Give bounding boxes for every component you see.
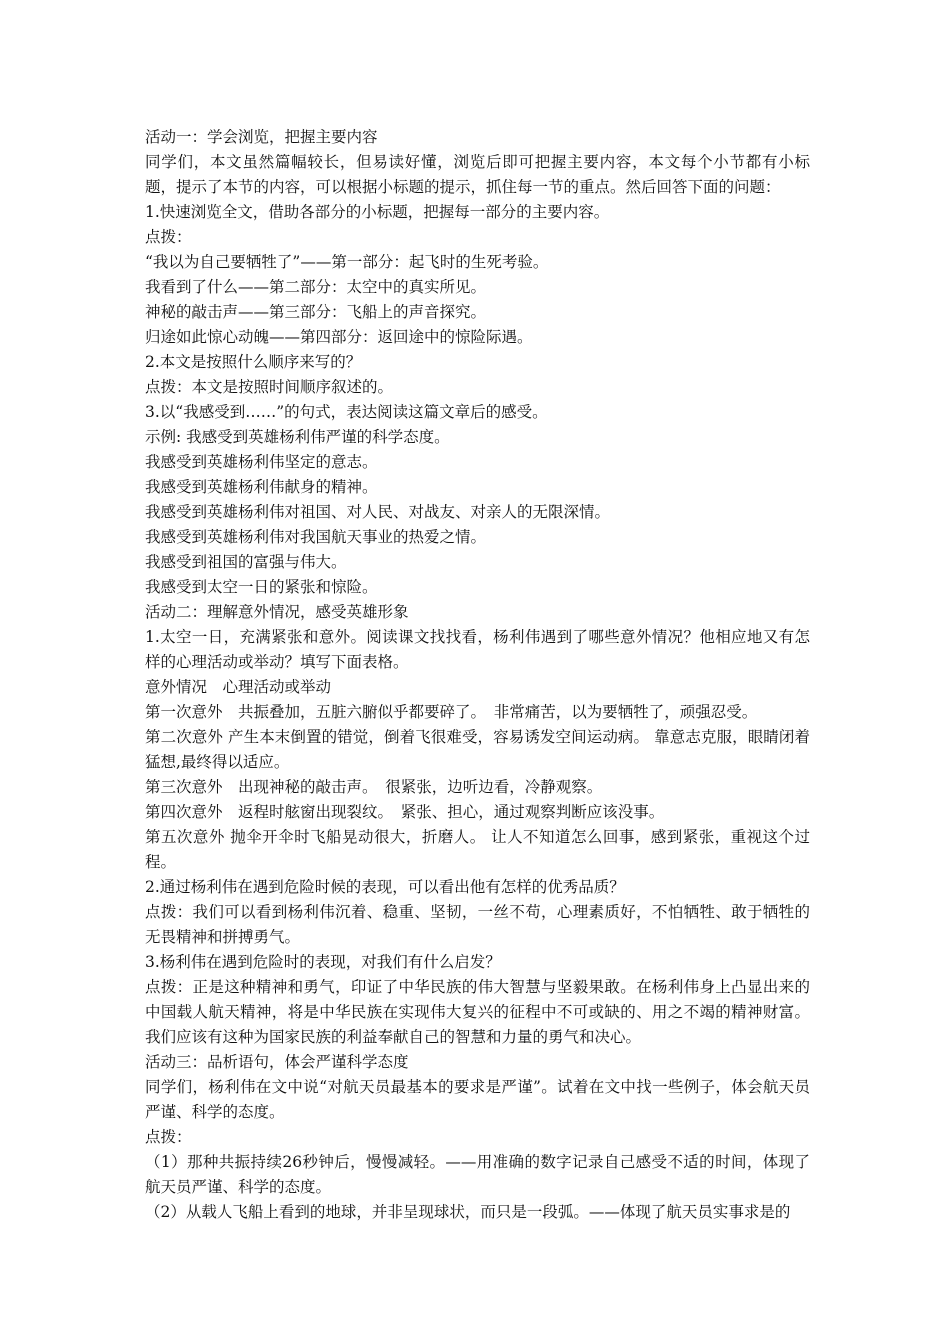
feeling-line: 我感受到英雄杨利伟对我国航天事业的热爱之情。 (145, 528, 487, 546)
feeling-line: 我感受到太空一日的紧张和惊险。 (145, 578, 378, 596)
question-1-1: 1.快速浏览全文，借助各部分的小标题，把握每一部分的主要内容。 (145, 203, 610, 221)
heading-activity-2: 活动二：理解意外情况，感受英雄形象 (145, 603, 409, 621)
feeling-line: 我感受到英雄杨利伟坚定的意志。 (145, 453, 378, 471)
heading-activity-3: 活动三：品析语句，体会严谨科学态度 (145, 1053, 409, 1071)
paragraph-intro-1: 同学们，本文虽然篇幅较长，但易读好懂，浏览后即可把握主要内容，本文每个小节都有小标题，提示了本节的内容，可以根据小标题的提示，抓住每一节的重点。然后回答下面的问题： (145, 153, 810, 196)
table-row: 第二次意外 产生本末倒置的错觉，倒着飞很难受，容易诱发空间运动病。 靠意志克服，眼睛闭着猛想,最终得以适应。 (145, 728, 810, 771)
hint-label: 点拨： (145, 228, 192, 246)
part-2-summary: 我看到了什么——第二部分：太空中的真实所见。 (145, 278, 487, 296)
example-3-1: （1）那种共振持续26秒钟后，慢慢减轻。——用准确的数字记录自己感受不适的时间，体现了航天员严谨、科学的态度。 (145, 1153, 810, 1196)
question-2-3: 3.杨利伟在遇到危险时的表现，对我们有什么启发？ (145, 953, 501, 971)
hint-2-3: 点拨：正是这种精神和勇气，印证了中华民族的伟大智慧与坚毅果敢。在杨利伟身上凸显出来的中国载人航天精神，将是中华民族在实现伟大复兴的征程中不可或缺的、用之不竭的精神财富。我们应该有这种为国家民族的利益奉献自己的智慧和力量的勇气和决心。 (145, 978, 810, 1046)
table-row: 第五次意外 抛伞开伞时飞船晃动很大，折磨人。 让人不知道怎么回事，感到紧张，重视这个过程。 (145, 828, 810, 871)
hint-1-2: 点拨：本文是按照时间顺序叙述的。 (145, 378, 394, 396)
example-3-2: （2）从载人飞船上看到的地球，并非呈现球状，而只是一段弧。——体现了航天员实事求是的 (145, 1203, 791, 1221)
question-1-2: 2.本文是按照什么顺序来写的？ (145, 353, 362, 371)
part-3-summary: 神秘的敲击声——第三部分：飞船上的声音探究。 (145, 303, 487, 321)
table-row: 第四次意外 返程时舷窗出现裂纹。 紧张、担心，通过观察判断应该没事。 (145, 803, 665, 821)
paragraph-intro-3: 同学们，杨利伟在文中说“对航天员最基本的要求是严谨”。试着在文中找一些例子，体会航天员严谨、科学的态度。 (145, 1078, 810, 1121)
document-body (145, 125, 810, 1225)
table-header: 意外情况 心理活动或举动 (145, 678, 332, 696)
heading-activity-1: 活动一：学会浏览，把握主要内容 (145, 128, 378, 146)
table-row: 第三次意外 出现神秘的敲击声。 很紧张，边听边看，冷静观察。 (145, 778, 603, 796)
table-row: 第一次意外 共振叠加，五脏六腑似乎都要碎了。 非常痛苦，以为要牺牲了，顽强忍受。 (145, 703, 758, 721)
feeling-line: 我感受到祖国的富强与伟大。 (145, 553, 347, 571)
question-2-2: 2.通过杨利伟在遇到危险时候的表现，可以看出他有怎样的优秀品质？ (145, 878, 625, 896)
feeling-line: 我感受到英雄杨利伟献身的精神。 (145, 478, 378, 496)
question-2-1: 1.太空一日，充满紧张和意外。阅读课文找找看，杨利伟遇到了哪些意外情况？他相应地又有怎样的心理活动或举动？填写下面表格。 (145, 628, 810, 671)
question-1-3: 3.以“我感受到……”的句式，表达阅读这篇文章后的感受。 (145, 403, 548, 421)
example-line: 示例: 我感受到英雄杨利伟严谨的科学态度。 (145, 428, 450, 446)
part-1-summary: “我以为自己要牺牲了”——第一部分：起飞时的生死考验。 (145, 253, 549, 271)
part-4-summary: 归途如此惊心动魄——第四部分：返回途中的惊险际遇。 (145, 328, 533, 346)
hint-2-2: 点拨：我们可以看到杨利伟沉着、稳重、坚韧，一丝不苟，心理素质好，不怕牺牲、敢于牺牲的无畏精神和拼搏勇气。 (145, 903, 810, 946)
feeling-line: 我感受到英雄杨利伟对祖国、对人民、对战友、对亲人的无限深情。 (145, 503, 611, 521)
hint-label: 点拨： (145, 1128, 192, 1146)
